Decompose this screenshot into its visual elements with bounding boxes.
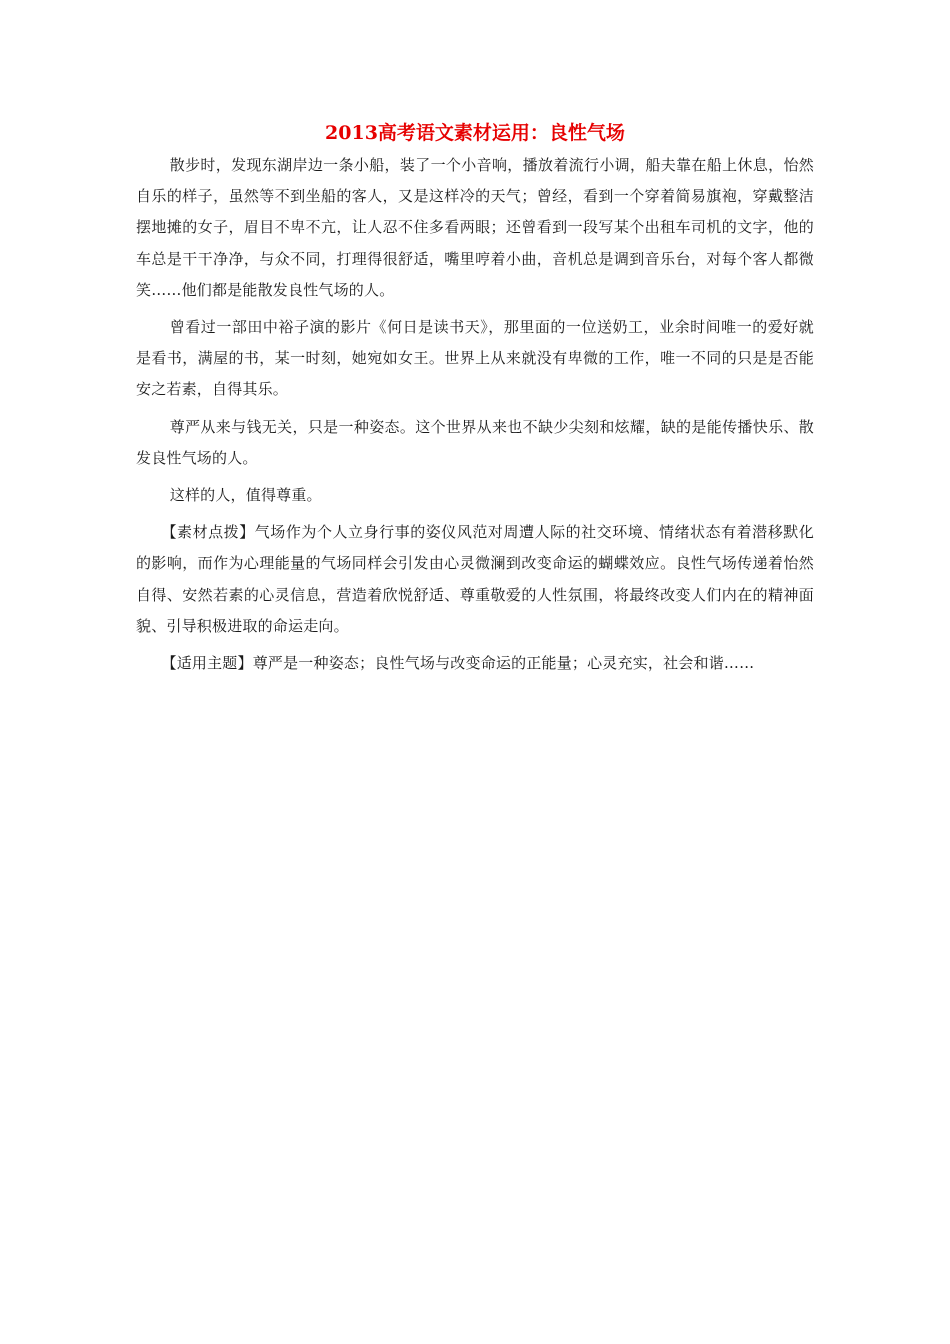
material-tips-paragraph: 【素材点拨】气场作为个人立身行事的姿仪风范对周遭人际的社交环境、情绪状态有着潜移默化的影响，而作为心理能量的气场同样会引发由心灵微澜到改变命运的蝴蝶效应。良性气场传递着怡然自得、安然若素的心灵信息，营造着欣悦舒适、尊重敬爱的人性氛围，将最终改变人们内在的精神面貌、引导积极进取的命运走向。: [136, 523, 814, 635]
paragraph: 曾看过一部田中裕子演的影片《何日是读书天》，那里面的一位送奶工，业余时间唯一的爱好就是看书，满屋的书，某一时刻，她宛如女王。世界上从来就没有卑微的工作，唯一不同的只是是否能安之若素，自得其乐。: [136, 318, 814, 399]
document-body: [136, 120, 814, 685]
page-title: 2013高考语文素材运用：良性气场: [325, 122, 625, 144]
paragraph: 这样的人，值得尊重。: [169, 486, 322, 505]
paragraph: 散步时，发现东湖岸边一条小船，装了一个小音响，播放着流行小调，船夫靠在船上休息，怡然自乐的样子，虽然等不到坐船的客人，又是这样冷的天气；曾经，看到一个穿着简易旗袍，穿戴整洁摆地摊的女子，眉目不卑不亢，让人忍不住多看两眼；还曾看到一段写某个出租车司机的文字，他的车总是干干净净，与众不同，打理得很舒适，嘴里哼着小曲，音机总是调到音乐台，对每个客人都微笑……他们都是能散发良性气场的人。: [136, 156, 814, 299]
applicable-themes-paragraph: 【适用主题】尊严是一种姿态；良性气场与改变命运的正能量；心灵充实，社会和谐……: [161, 654, 755, 673]
paragraph: 尊严从来与钱无关，只是一种姿态。这个世界从来也不缺少尖刻和炫耀，缺的是能传播快乐、散发良性气场的人。: [136, 417, 814, 467]
